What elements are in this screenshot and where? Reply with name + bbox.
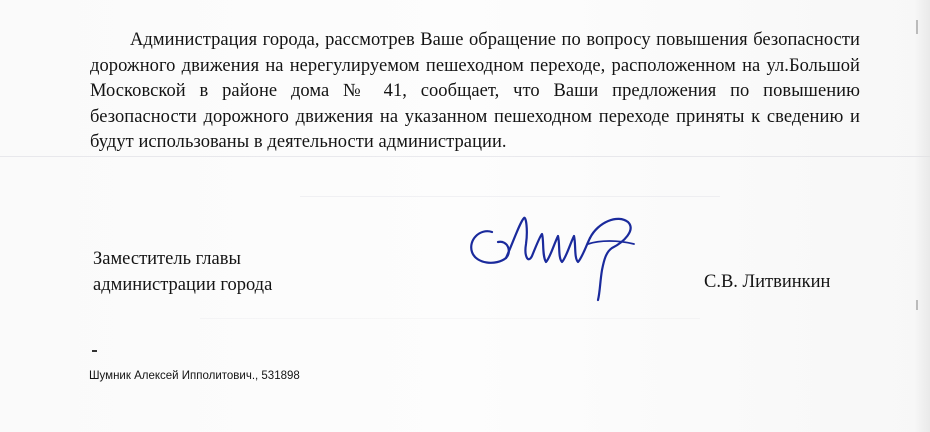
signatory-title-line1: Заместитель главы	[93, 249, 241, 269]
scan-mark	[92, 350, 97, 352]
scan-artifact-line	[0, 156, 930, 157]
scan-edge-mark	[916, 20, 918, 34]
signatory-title	[93, 246, 272, 298]
scan-artifact-line	[300, 196, 720, 197]
page-edge-shadow	[914, 0, 930, 432]
letter-body: Администрация города, рассмотрев Ваше обращение по вопросу повышения безопасности дорожного движения на нерегулируемом пешеходном переходе, расположенном на ул.Большой Московской в районе дома № 41, сообщает, что Ваши предложения по повышению безопасности дорожного движения на указанном пешеходном переходе приняты к сведению и будут использованы в деятельности администрации.	[90, 30, 860, 152]
signatory-name: С.В. Литвинкин	[704, 272, 831, 292]
handwritten-signature	[462, 200, 652, 312]
executor-info: Шумник Алексей Ипполитович., 531898	[89, 370, 300, 382]
signatory-title-line2: администрации города	[93, 275, 273, 295]
scan-artifact-line	[200, 318, 700, 319]
scan-edge-mark	[916, 300, 918, 310]
